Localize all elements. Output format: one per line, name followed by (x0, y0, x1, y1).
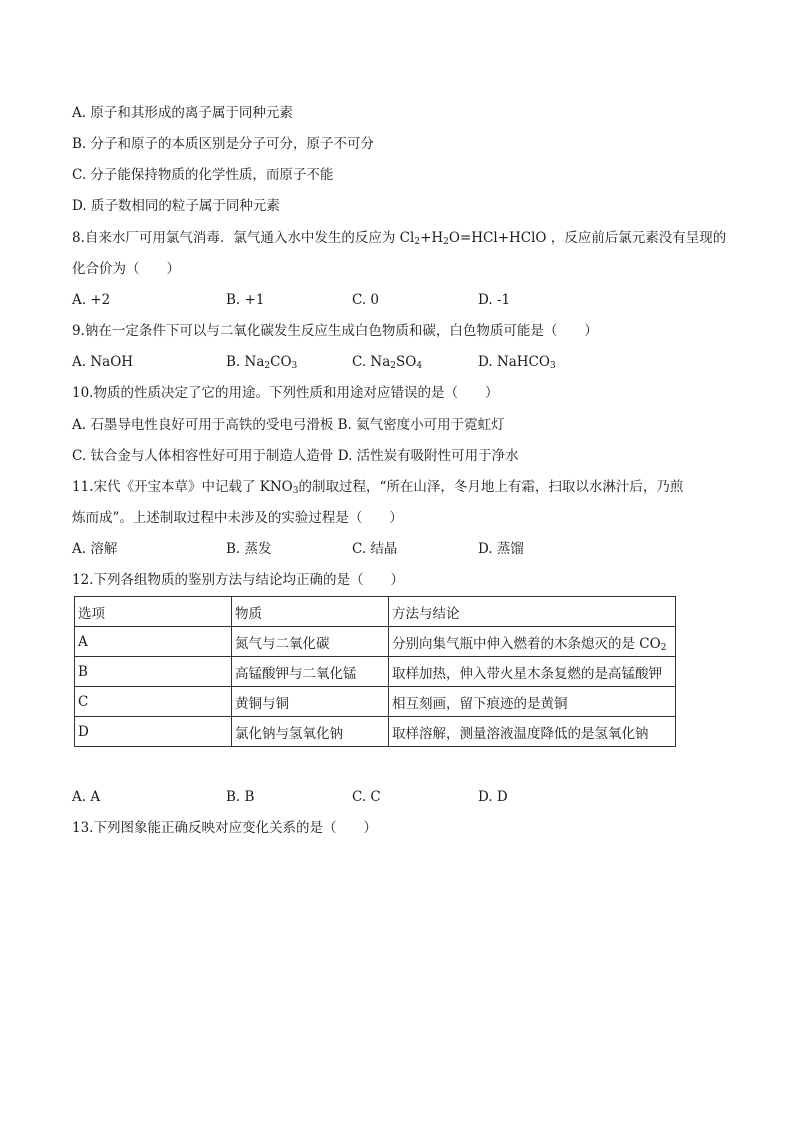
q7-option-a: A. 原子和其形成的离子属于同种元素 (72, 105, 293, 121)
q7-option-b: B. 分子和原子的本质区别是分子可分，原子不可分 (72, 136, 375, 152)
table-cell: 高锰酸钾与二氧化锰 (232, 657, 389, 687)
q12-option-c: C. C (352, 789, 381, 805)
table-header-row (75, 597, 676, 627)
q12-option-a: A. A (72, 789, 101, 805)
q12-option-d: D. D (478, 789, 508, 805)
q9-stem: 9.钠在一定条件下可以与二氧化碳发生反应生成白色物质和碳，白色物质可能是（ ） (72, 323, 598, 339)
q11-stem-line2: 炼而成”。上述制取过程中未涉及的实验过程是（ ） (72, 510, 403, 526)
table-cell: 氯化钠与氢氧化钠 (232, 717, 389, 747)
table-cell: D (75, 717, 232, 747)
table-cell: A (75, 627, 232, 657)
q8-stem-line1: 8.自来水厂可用氯气消毒．氯气通入水中发生的反应为 $Cl_2+H_2O=HCl+HClO$ ，反应前后氯元素没有呈现的 (72, 230, 727, 247)
table-row (75, 687, 676, 717)
table-header-cell: 选项 (75, 597, 232, 627)
q9-option-a: A. NaOH (72, 354, 134, 370)
table-cell: 分别向集气瓶中伸入燃着的木条熄灭的是 $CO_2$ (389, 627, 676, 657)
q9-option-d: D. NaHCO$_3$ (478, 354, 556, 371)
q8-option-d: D. -1 (478, 292, 511, 308)
q8-option-b: B. +1 (226, 292, 265, 308)
q8-option-c: C. 0 (352, 292, 380, 308)
q11-stem-line1: 11.宋代《开宝本草》中记载了 $KNO_3$的制取过程，“所在山泽，冬月地上有霜，扫取以水淋汁后，乃煎 (72, 479, 684, 496)
q7-option-d: D. 质子数相同的粒子属于同种元素 (72, 198, 280, 214)
q8-option-a: A. +2 (72, 292, 111, 308)
q10-options-row2: C. 钛合金与人体相容性好可用于制造人造骨 D. 活性炭有吸附性可用于净水 (72, 448, 519, 464)
q10-options-row1: A. 石墨导电性良好可用于高铁的受电弓滑板 B. 氦气密度小可用于霓虹灯 (72, 417, 505, 433)
q11-option-c: C. 结晶 (352, 541, 398, 557)
q11-option-d: D. 蒸馏 (478, 541, 524, 557)
table-row (75, 717, 676, 747)
table-row (75, 627, 676, 657)
table-cell: 氮气与二氧化碳 (232, 627, 389, 657)
q9-option-b: B. $Na_2CO_3$ (226, 354, 298, 371)
table-cell: B (75, 657, 232, 687)
table-row (75, 657, 676, 687)
q13-stem: 13.下列图象能正确反映对应变化关系的是（ ） (72, 820, 377, 836)
q11-option-b: B. 蒸发 (226, 541, 272, 557)
q8-stem-line2: 化合价为（ ） (72, 261, 180, 277)
q11-option-a: A. 溶解 (72, 541, 118, 557)
table-header-cell: 物质 (232, 597, 389, 627)
table-cell: 取样溶解，测量溶液温度降低的是氢氧化钠 (389, 717, 676, 747)
table-header-cell: 方法与结论 (389, 597, 676, 627)
table-cell: C (75, 687, 232, 717)
q9-option-c: C. $Na_2SO_4$ (352, 354, 423, 371)
q12-table (74, 596, 676, 747)
q7-option-c: C. 分子能保持物质的化学性质，而原子不能 (72, 167, 334, 183)
table-cell: 取样加热，伸入带火星木条复燃的是高锰酸钾 (389, 657, 676, 687)
q12-stem: 12.下列各组物质的鉴别方法与结论均正确的是（ ） (72, 572, 404, 588)
q10-stem: 10.物质的性质决定了它的用途。下列性质和用途对应错误的是（ ） (72, 385, 499, 401)
q12-option-b: B. B (226, 789, 255, 805)
table-cell: 黄铜与铜 (232, 687, 389, 717)
table-cell: 相互刻画，留下痕迹的是黄铜 (389, 687, 676, 717)
